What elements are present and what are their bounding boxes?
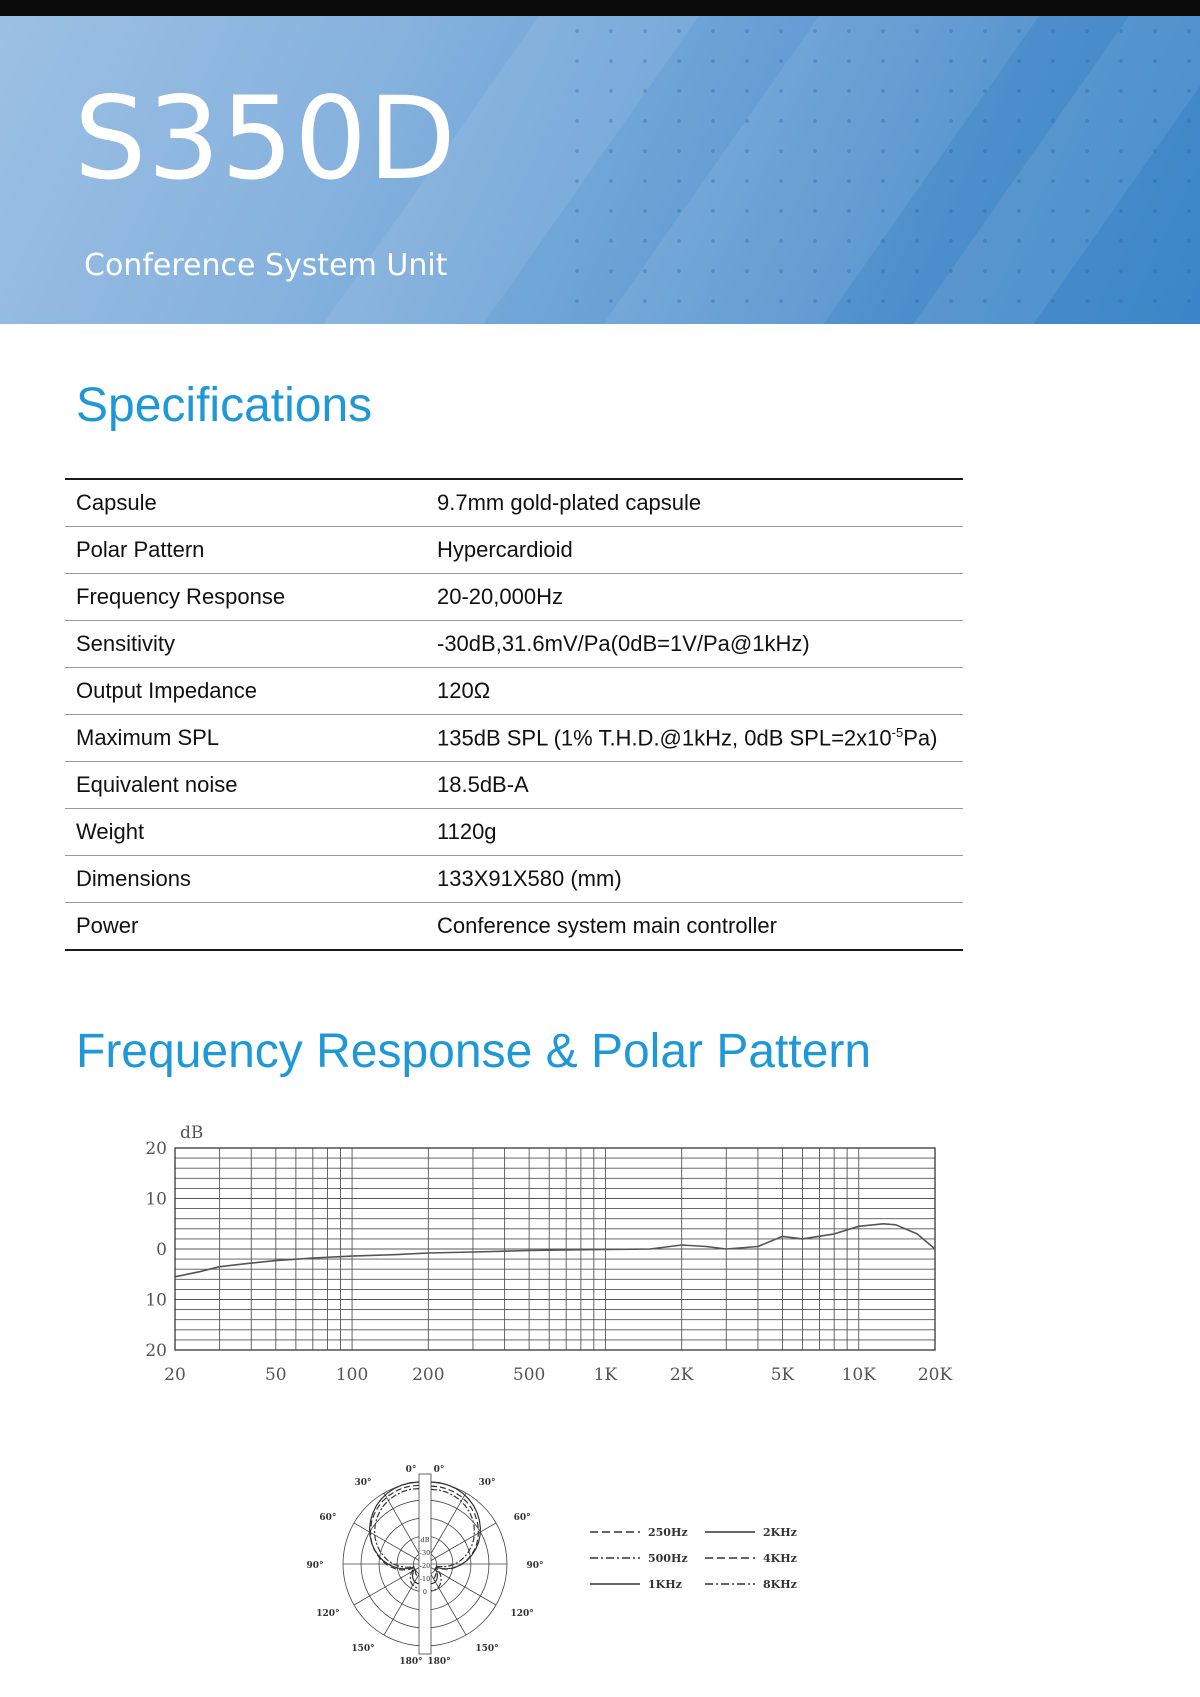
x-tick-label: 200	[412, 1365, 445, 1385]
radial-label: 0	[422, 1588, 428, 1596]
specifications-heading: Specifications	[76, 379, 373, 432]
angle-label-right: 30°	[478, 1477, 496, 1488]
spec-value: 20-20,000Hz	[426, 574, 963, 621]
header-banner	[0, 16, 1200, 324]
polar-pattern-chart	[295, 1452, 555, 1667]
angle-label-right: 0°	[433, 1465, 445, 1475]
spec-value: 18.5dB-A	[426, 762, 963, 809]
spec-label: Maximum SPL	[65, 715, 426, 762]
x-tick-label: 500	[512, 1365, 546, 1385]
x-tick-label: 2K	[669, 1365, 694, 1385]
table-row	[65, 479, 963, 527]
angle-label-right: 150°	[475, 1644, 499, 1655]
frequency-response-chart	[130, 1110, 960, 1400]
angle-label-left: 150°	[351, 1644, 375, 1655]
x-tick-label: 10K	[841, 1365, 876, 1385]
spec-value	[426, 715, 963, 762]
table-row	[65, 621, 963, 668]
spec-value: 1120g	[426, 809, 963, 856]
spec-value: Hypercardioid	[426, 527, 963, 574]
spec-value-exponent: -5	[891, 724, 904, 740]
dot-pattern	[560, 16, 1200, 324]
angle-label-right: 90°	[526, 1561, 544, 1571]
angle-label-left: 30°	[354, 1477, 372, 1488]
spec-label: Sensitivity	[65, 621, 426, 668]
spec-label: Equivalent noise	[65, 762, 426, 809]
frequency-polar-heading: Frequency Response & Polar Pattern	[76, 1025, 872, 1078]
top-bar	[0, 0, 1200, 16]
table-row	[65, 715, 963, 762]
angle-label-left: 0°	[405, 1465, 417, 1475]
legend-label: 8KHz	[763, 1578, 797, 1591]
angle-label-left: 180°	[399, 1657, 423, 1667]
spec-value: -30dB,31.6mV/Pa(0dB=1V/Pa@1kHz)	[426, 621, 963, 668]
x-tick-label: 50	[264, 1365, 287, 1385]
polar-curve	[371, 1485, 420, 1576]
x-tick-label: 5K	[770, 1365, 795, 1385]
angle-label-left: 90°	[306, 1561, 324, 1571]
spec-value-main: 135dB SPL (1% T.H.D.@1kHz, 0dB SPL=2x10	[437, 725, 892, 751]
legend-label: 500Hz	[648, 1552, 688, 1565]
spec-value: 120Ω	[426, 668, 963, 715]
table-row	[65, 809, 963, 856]
legend-label: 4KHz	[763, 1552, 797, 1565]
legend-label: 1KHz	[648, 1578, 682, 1591]
specifications-table	[65, 478, 963, 951]
angle-label-right: 120°	[510, 1609, 534, 1619]
radial-label: dB	[420, 1536, 430, 1544]
angle-label-right: 60°	[513, 1513, 531, 1523]
y-tick-label: 20	[145, 1341, 167, 1361]
radial-label: -20	[419, 1562, 431, 1570]
angle-label-left: 60°	[319, 1513, 337, 1523]
spec-label: Polar Pattern	[65, 527, 426, 574]
spec-value: 133X91X580 (mm)	[426, 856, 963, 903]
angle-label-left: 120°	[316, 1609, 340, 1619]
spec-label: Dimensions	[65, 856, 426, 903]
spec-label: Capsule	[65, 479, 426, 527]
x-tick-label: 1K	[593, 1365, 618, 1385]
angle-label-right: 180°	[427, 1657, 451, 1667]
table-row	[65, 668, 963, 715]
x-tick-label: 20K	[917, 1365, 953, 1385]
radial-label: -10	[419, 1575, 431, 1583]
table-row	[65, 903, 963, 951]
spec-label: Weight	[65, 809, 426, 856]
y-tick-label: 0	[156, 1240, 167, 1260]
legend-label: 2KHz	[763, 1526, 797, 1539]
spec-label: Output Impedance	[65, 668, 426, 715]
spec-value: 9.7mm gold-plated capsule	[426, 479, 963, 527]
y-axis-label: dB	[180, 1123, 204, 1143]
spec-value: Conference system main controller	[437, 913, 777, 938]
x-tick-label: 100	[335, 1365, 369, 1385]
spec-label: Frequency Response	[65, 574, 426, 621]
x-tick-label: 20	[164, 1365, 186, 1385]
table-row	[65, 762, 963, 809]
spec-label: Power	[76, 913, 139, 938]
product-subtitle: Conference System Unit	[84, 248, 448, 283]
product-title: S350D	[74, 72, 457, 205]
radial-label: -30	[419, 1549, 431, 1557]
y-tick-label: 20	[145, 1139, 167, 1159]
polar-legend	[590, 1520, 820, 1600]
table-row	[65, 574, 963, 621]
y-tick-label: 10	[145, 1290, 167, 1311]
legend-label: 250Hz	[648, 1526, 688, 1539]
table-row	[65, 527, 963, 574]
spec-value-tail: Pa)	[903, 725, 938, 751]
y-tick-label: 10	[145, 1189, 167, 1210]
grid-lines	[175, 1148, 935, 1350]
table-row	[65, 856, 963, 903]
